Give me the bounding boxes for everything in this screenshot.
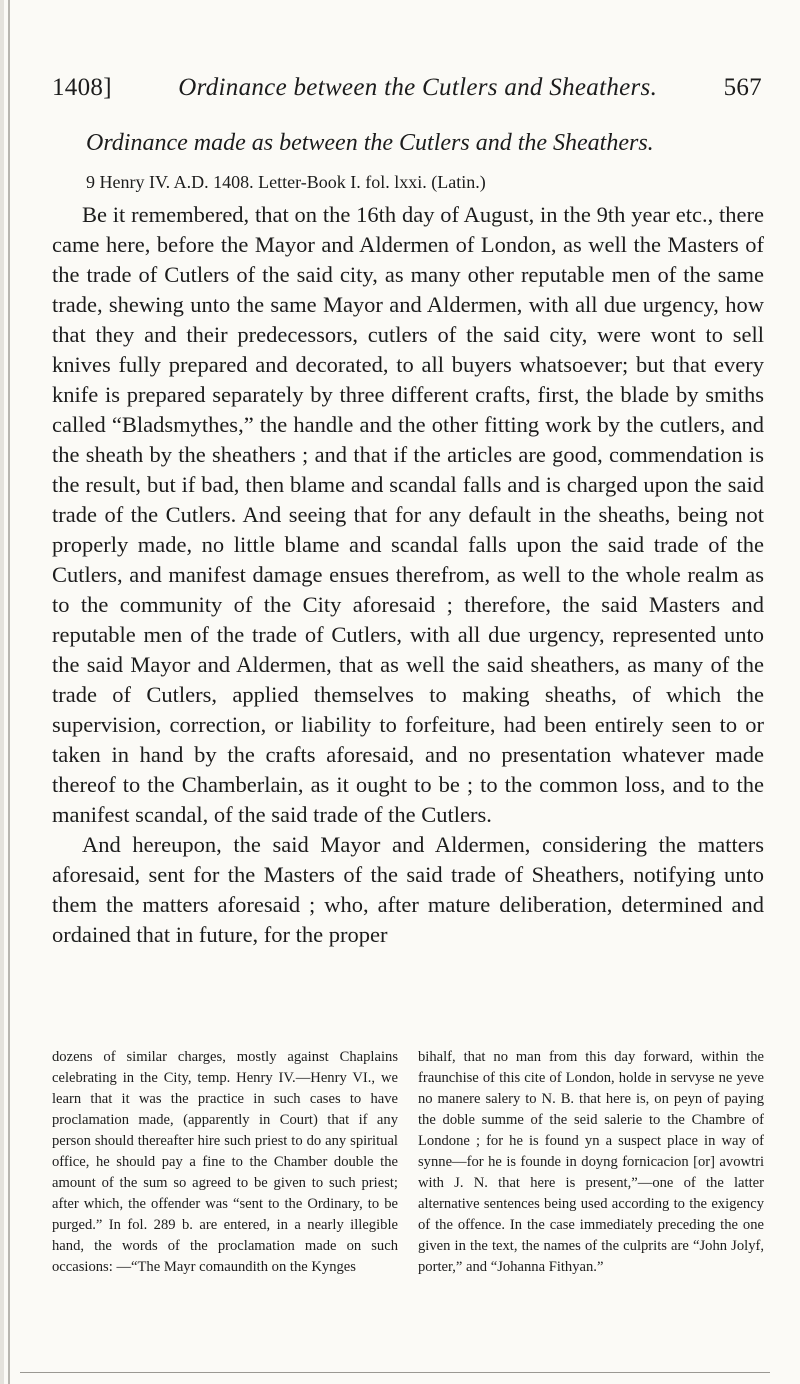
page-year: 1408]	[52, 74, 112, 101]
article-subheading: 9 Henry IV. A.D. 1408. Letter-Book I. fol. lxxi. (Latin.)	[86, 172, 486, 192]
footnote-column-left: dozens of similar charges, mostly against Chaplains celebrating in the City, temp. Henry IV.—Henry VI., we learn that it was the practice in such cases to have proclamation made, (apparently in Court) that if any person should thereafter hire such priest to do any spiritual office, he should pay a fine to the Chamber double the amount of the sum so agreed to be given to such priest; after which, the offender was “sent to the Ordinary, to be purged.” In fol. 289 b. are entered, in a nearly illegible hand, the words of the proclamation made on such occasions: —“The Mayr comaundith on the Kynges	[52, 1049, 398, 1275]
body-paragraph-1: Be it remembered, that on the 16th day of August, in the 9th year etc., there came here, before the Mayor and Aldermen of London, as well the Masters of the trade of Cutlers of the said city, as many other reputable men of the same trade, shewing unto the same Mayor and Aldermen, with all due urgency, how that they and their predecessors, cutlers of the said city, were wont to sell knives fully prepared and decorated, to all buyers whatsoever; but that every knife is prepared separately by three different crafts, first, the blade by smiths called “Bladsmythes,” the handle and the other fitting work by the cutlers, and the sheath by the sheathers ; and that if the articles are good, commendation is the result, but if bad, then blame and scandal falls and is charged upon the said trade of the Cutlers. And seeing that for any default in the sheaths, being not properly made, no little blame and scandal falls upon the said trade of the Cutlers, and manifest damage ensues therefrom, as well to the whole realm as to the community of the City aforesaid ; therefore, the said Masters and reputable men of the trade of Cutlers, with all due urgency, represented unto the said Mayor and Aldermen, that as well the said sheathers, as many of the trade of Cutlers, applied themselves to making sheaths, of which the supervision, correction, or liability to forfeiture, had been entirely seen to or taken in hand by the crafts aforesaid, and no presentation whatever made thereof to the Chamberlain, as it ought to be ; to the common loss, and to the manifest scandal, of the said trade of the Cutlers.	[52, 202, 764, 827]
page-bottom-edge	[20, 1372, 770, 1373]
page-binding-edge	[8, 0, 10, 1384]
article-body	[52, 200, 764, 950]
article-title: Ordinance made as between the Cutlers and the Sheathers.	[86, 130, 654, 156]
page-binding-shadow	[0, 0, 4, 1384]
running-head	[52, 74, 762, 102]
footnote	[52, 1047, 764, 1278]
running-title: Ordinance between the Cutlers and Sheathers.	[178, 74, 658, 101]
body-paragraph-2: And hereupon, the said Mayor and Aldermen, considering the matters aforesaid, sent for the Masters of the said trade of Sheathers, notifying unto them the matters aforesaid ; who, after mature deliberation, determined and ordained that in future, for the proper	[52, 832, 764, 947]
footnote-column-right: bihalf, that no man from this day forward, within the fraunchise of this cite of London, holde in servyse ne yeve no manere salery to N. B. that here is, on peyn of paying the doble summe of the seid salerie to the Chambre of Londone ; for he is found yn a suspect place in way of synne—for he is founde in doyng fornicacion [or] avowtri with J. N. that here is present,”—one of the latter alternative sentences being used according to the exigency of the offence. In the case immediately preceding the one given in the text, the names of the culprits are “John Jolyf, porter,” and “Johanna Fithyan.”	[418, 1049, 764, 1275]
page-number: 567	[723, 74, 762, 101]
